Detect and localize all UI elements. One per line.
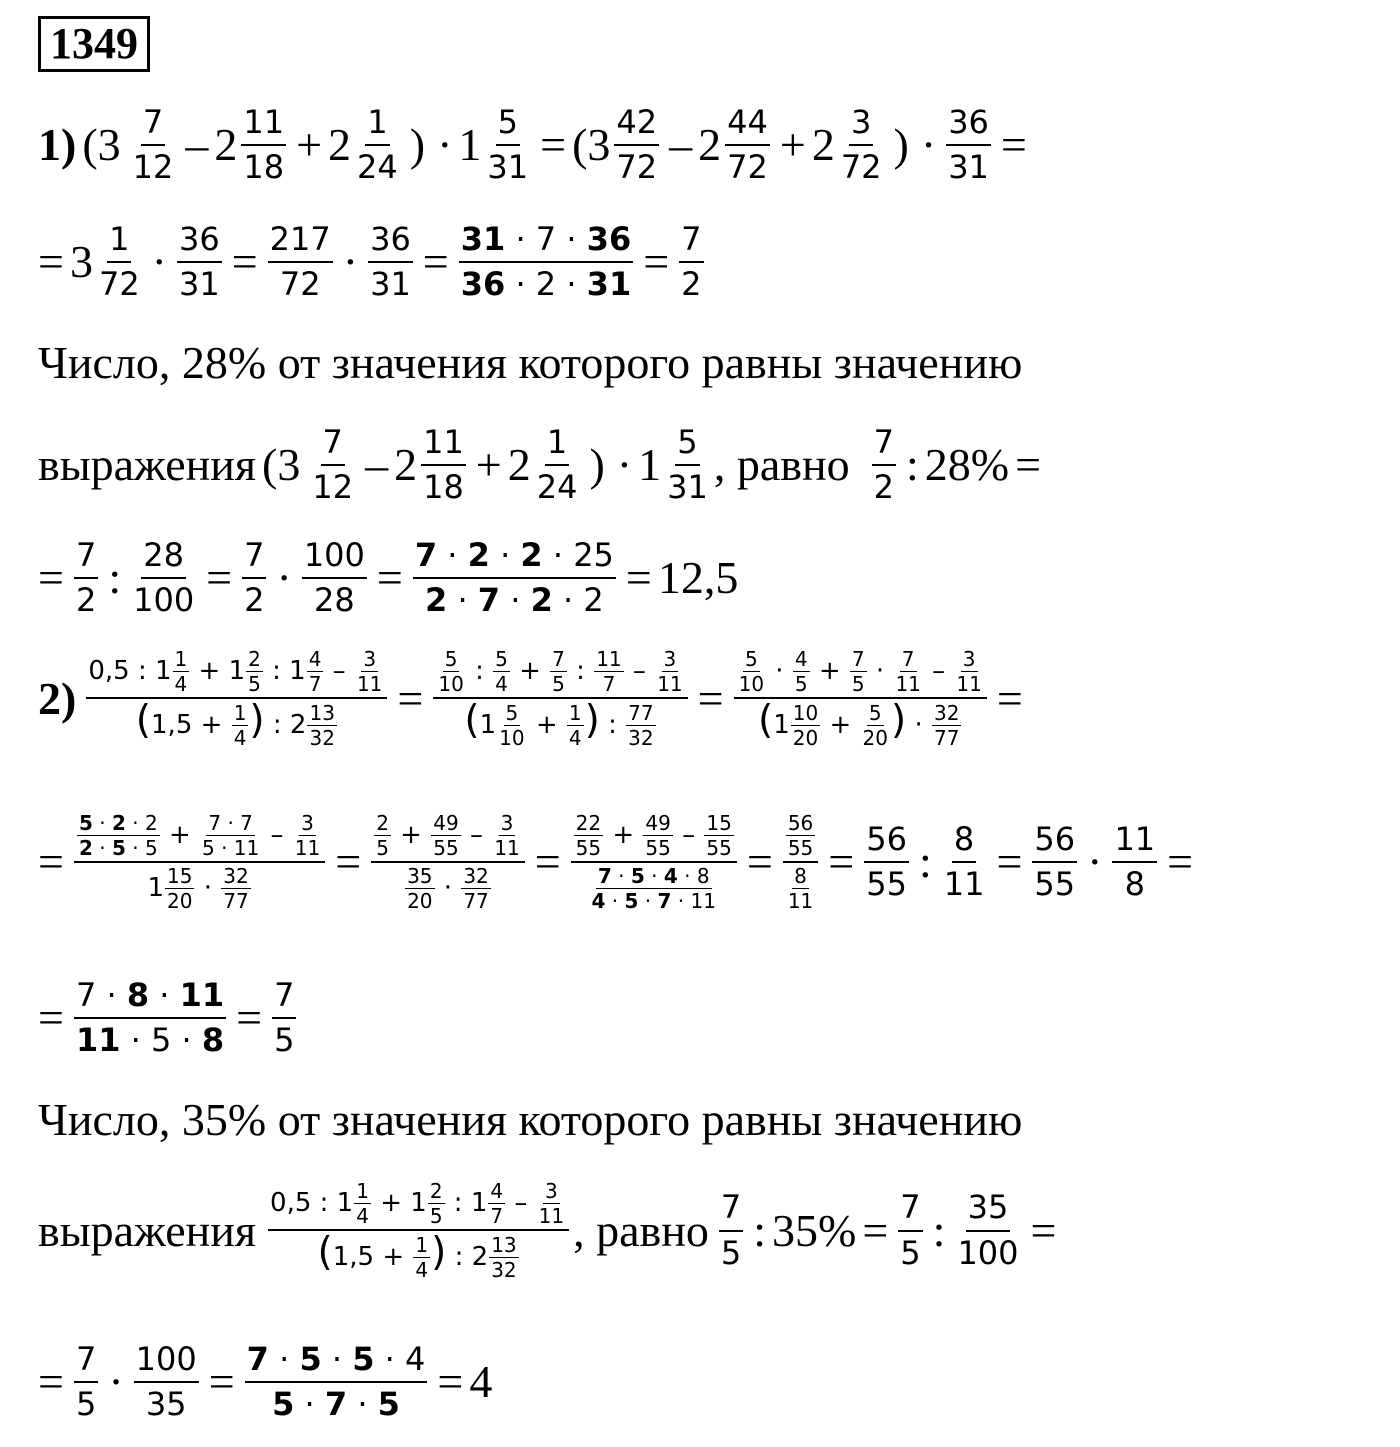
part2-label: 2): [38, 672, 77, 724]
part2-line2: = $\frac{5 \cdot 2 \cdot 2}{2 \cdot 5 \cdot 5}$ + $\frac{7 \cdot 7}{5 \cdot 11}$ – $\frac{3}{11}$ 1 $\frac{15}{20}$ · $\frac{32}{77}$ = $\frac{2}{5}$ + $\frac{49}{55}$ – $\frac{3}{11}$ $\frac{35}{20}$ · $\frac{32}{77}$ = $\frac{22}{55}$ + $\frac{49}{55}$ – $\frac{15}{55}$ $\frac{7 \cdot 5 \cdot 4 \cdot 8}{4 \cdot 5 \cdot 7 \cdot 11}$ = $\frac{\frac{56}{55}}{\frac{8}{11}}$ = $\frac{56}{55}$ : $\frac{8}{11}$ = $\frac{56}{55}$ · $\frac{11}{8}$ =: [38, 811, 1194, 913]
fraction: 7 12: [132, 103, 174, 187]
part2-line3: = $\frac{7 \cdot 8 \cdot 11}{11 \cdot 5 \cdot 8}$ = $\frac{7}{5}$: [38, 976, 295, 1060]
part1-line1: 1) (3 7 12 – 2 11 18 + 2 $\frac{1}{24}$ ) · 1 $\frac{5}{31}$ = (3 $\frac{42}{72}$ – 2 44 72 + 2 $\frac{3}{72}$ ) · $\frac{36}{31}$ =: [38, 103, 1027, 187]
part1-line5: = $\frac{7}{2}$ : $\frac{28}{100}$ = $\frac{7}{2}$ · $\frac{100}{28}$ = $\frac{7 \cdot 2 \cdot 2 \cdot 25}{2 \cdot 7 \cdot 2 \cdot 2}$ = 12,5: [38, 536, 739, 620]
part1-line2: = 3 $\frac{1}{72}$ · $\frac{36}{31}$ = $\frac{217}{72}$ · $\frac{36}{31}$ = $\frac{31 \cdot 7 \cdot 36}{36 \cdot 2 \cdot 31}$ = $\frac{7}{2}$: [38, 220, 702, 304]
part1-label: 1): [38, 119, 77, 171]
part1-line4: выражения (3 7 12 – 2 11 18 + 2 $\frac{1}{24}$ ) · 1 5 31 , равно 7 2 : 28% =: [38, 423, 1042, 507]
problem-number: 1349: [38, 16, 150, 72]
part2-text-line: Число, 35% от значения которого равны значению: [38, 1094, 1023, 1145]
part2-line6: = $\frac{7}{5}$ · $\frac{100}{35}$ = $\frac{7 \cdot 5 \cdot 5 \cdot 4}{5 \cdot 7 \cdot 5}$ = 4: [38, 1340, 493, 1424]
part2-line1: 2) 0,5 : 1 $\frac{1}{4}$ + 1 $\frac{2}{5}$ : 1 $\frac{4}{7}$ – $\frac{3}{11}$ (1,5 + $\frac{1}{4}$ ) : 2 $\frac{13}{32}$ = $\frac{5}{10}$ : $\frac{5}{4}$ + $\frac{7}{5}$ : $\frac{11}{7}$ – $\frac{3}{11}$ (1 $\frac{5}{10}$ + $\frac{1}{4}$ ) : $\frac{77}{32}$ = $\frac{5}{10}$ · $\frac{4}{5}$ + $\frac{7}{5}$ · $\frac{7}{11}$ – $\frac{3}{11}$ (1 $\frac{10}{20}$ + $\frac{5}{20}$ ) · $\frac{32}{77}$ =: [38, 647, 1023, 750]
part2-line5: выражения 0,5 : 1 $\frac{1}{4}$ + 1 $\frac{2}{5}$ : 1 $\frac{4}{7}$ – $\frac{3}{11}$ (1,5 + $\frac{1}{4}$ ) : 2 $\frac{13}{32}$ , равно 7 5 : 35% = $\frac{7}{5}$ : $\frac{35}{100}$ =: [38, 1179, 1057, 1282]
part1-text-line: Число, 28% от значения которого равны значению: [38, 337, 1023, 388]
